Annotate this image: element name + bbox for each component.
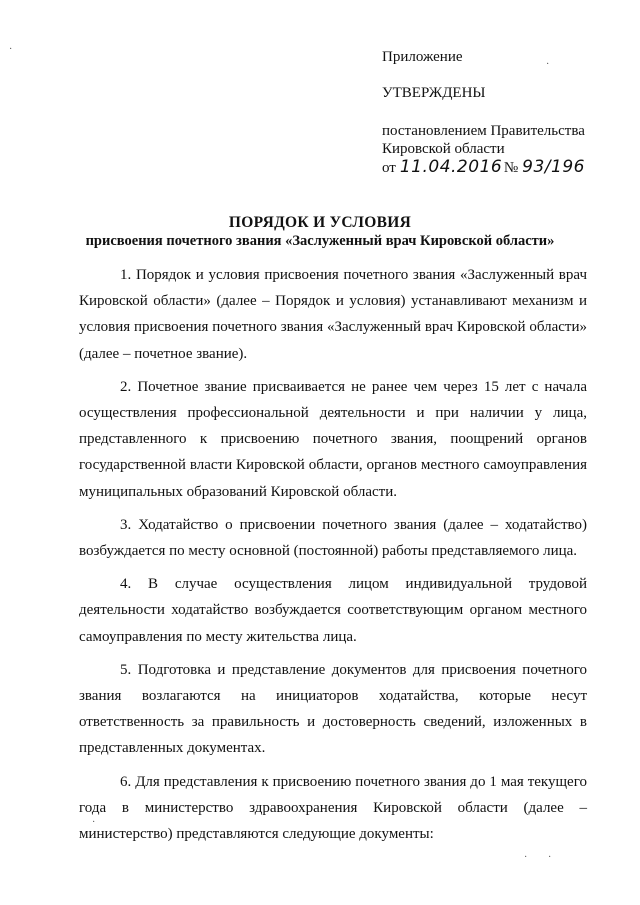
- document-title: ПОРЯДОК И УСЛОВИЯ: [228, 214, 412, 231]
- scan-speck: ·: [92, 817, 96, 828]
- paragraph-1: 1. Порядок и условия присвоения почетного звания «Заслуженный врач Кировской области» (далее – Порядок и условия) устанавливают механизм и условия присвоения почетного звания «Заслуженный врач Кировской области» (далее – почетное звание).: [79, 267, 587, 362]
- paragraph-2: 2. Почетное звание присваивается не ранее чем через 15 лет с начала осуществления профессиональной деятельности и при наличии у лица, представленного к присвоению почетного звания, поощрений органов государственной власти Кировской области, органов местного самоуправления муниципальных образований Кировской области.: [79, 378, 587, 500]
- decree-line-2: Кировской области: [382, 141, 505, 157]
- paragraph-6: 6. Для представления к присвоению почетного звания до 1 мая текущего года в министерство здравоохранения Кировской области (далее – министерство) представляются следующие документы:: [79, 773, 587, 843]
- scan-speck: ·: [9, 44, 13, 55]
- handwritten-number: 93/196: [522, 157, 585, 177]
- paragraph-3: 3. Ходатайство о присвоении почетного звания (далее – ходатайство) возбуждается по месту основной (постоянной) работы представляемого лица.: [79, 516, 587, 560]
- decree-date-line: [382, 158, 585, 177]
- scan-speck: ·: [524, 852, 528, 863]
- approved-label: УТВЕРЖДЕНЫ: [382, 85, 486, 101]
- number-label: №: [503, 160, 519, 176]
- appendix-label: Приложение: [382, 49, 463, 65]
- handwritten-date: 11.04.2016: [399, 157, 503, 177]
- decree-line-1: постановлением Правительства: [382, 123, 585, 139]
- scan-speck: ·: [546, 59, 550, 70]
- document-body: [79, 262, 587, 854]
- paragraph-4: 4. В случае осуществления лицом индивидуальной трудовой деятельности ходатайство возбуждается соответствующим органом местного самоуправления по месту жительства лица.: [79, 576, 587, 645]
- paragraph-5: 5. Подготовка и представление документов для присвоения почетного звания возлагаются на инициаторов ходатайства, которые несут ответственность за правильность и достоверность сведений, изложенных в представленных документах.: [79, 661, 587, 757]
- approval-block: [382, 48, 585, 177]
- from-label: от: [382, 160, 396, 176]
- scan-speck: ·: [548, 852, 552, 863]
- document-subtitle: присвоения почетного звания «Заслуженный врач Кировской области»: [85, 233, 555, 249]
